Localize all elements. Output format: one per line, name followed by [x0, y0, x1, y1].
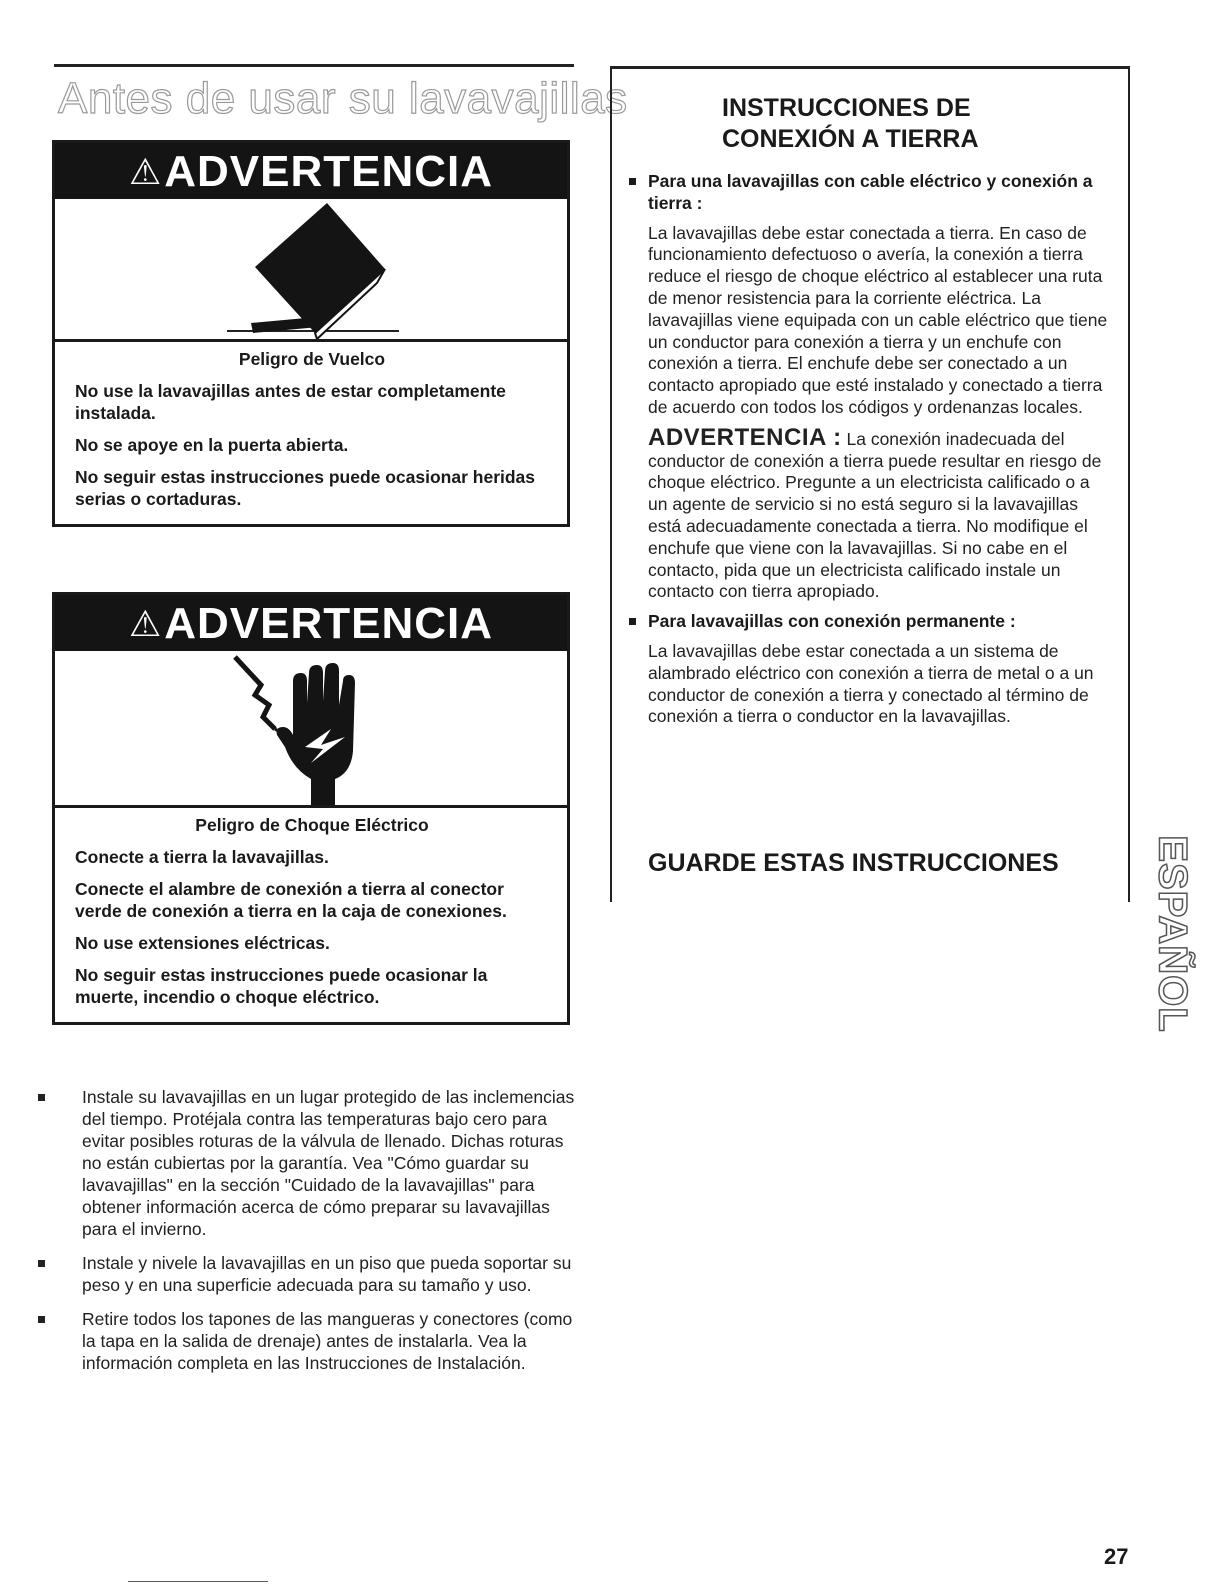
- section-paragraph: La lavavajillas debe estar conectada a un sistema de alambrado eléctrico con conexión a tierra de metal o a un conductor de conexión a tierra y conectado al término de conexión a tierra o conductor en la lavavajillas.: [648, 640, 1094, 727]
- warning-line: Conecte el alambre de conexión a tierra al conector verde de conexión a tierra en la caja de conexiones.: [75, 879, 507, 921]
- bottom-rule: [128, 1581, 268, 1582]
- section-paragraph: La lavavajillas debe estar conectada a tierra. En caso de funcionamiento defectuoso o avería, la conexión a tierra reduce el riesgo de choque eléctrico al establecer una ruta de menor resistencia para la corriente eléctrica. La lavavajillas viene equipada con un cable eléctrico que tiene un conductor para conexión a tierra y un enchufe con conexión a tierra. El enchufe debe ser conectado a un contacto apropiado que esté instalado y conectado a tierra de acuerdo con todos los códigos y ordenanzas locales.: [648, 222, 1108, 417]
- hazard-title: Peligro de Vuelco: [238, 349, 386, 369]
- list-item: Instale su lavavajillas en un lugar protegido de las inclemencias del tiempo. Protéjala contra las temperaturas bajo cero para evitar posibles roturas de la válvula de llenado. Dichas roturas no están cubiertas por la garantía. Vea "Cómo guardar su lavavajillas" en la sección "Cuidado de la lavavajillas" para obtener información acerca de cómo preparar su lavavajillas para el invierno.: [36, 1086, 576, 1240]
- warning-line: Conecte a tierra la lavavajillas.: [75, 847, 329, 867]
- top-rule: [54, 64, 574, 67]
- electric-shock-icon: [55, 651, 567, 808]
- warning-line: No use extensiones eléctricas.: [75, 933, 330, 953]
- warning-word: ADVERTENCIA :: [648, 423, 842, 451]
- side-tab-text: ESPAÑOL: [1150, 835, 1195, 1033]
- grounding-title-line2: CONEXIÓN A TIERRA: [722, 125, 979, 153]
- shock-warning-box: [52, 592, 570, 1025]
- warning-line: No use la lavavajillas antes de estar completamente instalada.: [75, 381, 506, 423]
- page-number: 27: [1104, 1544, 1129, 1569]
- warning-line: No se apoye en la puerta abierta.: [75, 435, 349, 455]
- section-lead: Para lavavajillas con conexión permanente :: [626, 611, 1110, 633]
- save-instructions-heading: GUARDE ESTAS INSTRUCCIONES: [648, 849, 1059, 877]
- grounding-title-line1: INSTRUCCIONES DE: [722, 94, 971, 122]
- language-side-tab: [1150, 812, 1194, 1056]
- warning-triangle-icon: ⚠: [128, 151, 163, 192]
- warning-body: La conexión inadecuada del conductor de conexión a tierra puede resultar en riesgo de choque eléctrico. Pregunte a un electricista calificado o a un agente de servicio si no está seguro si la lavavajillas está adecuadamente conectada a tierra. No modifique el enchufe que viene con la lavavajillas. Si no cabe en el contacto, pida que un electricista calificado instale un contacto con tierra apropiado.: [648, 428, 1102, 602]
- grounding-warning: [626, 423, 1110, 603]
- hazard-title: Peligro de Choque Eléctrico: [195, 815, 429, 835]
- grounding-title: [722, 93, 979, 155]
- warning-line: No seguir estas instrucciones puede ocasionar heridas serias o cortaduras.: [75, 467, 536, 509]
- tip-over-icon: [55, 199, 567, 342]
- grounding-body: [626, 171, 1110, 736]
- page-title: Antes de usar su lavavajillas: [58, 74, 628, 123]
- warning-header: [55, 143, 567, 199]
- warning-header-text: ADVERTENCIA: [164, 599, 494, 648]
- tip-over-warning-box: [52, 140, 570, 527]
- warning-header-text: ADVERTENCIA: [164, 147, 494, 196]
- warning-triangle-icon: ⚠: [128, 603, 163, 644]
- warning-line: No seguir estas instrucciones puede ocasionar la muerte, incendio o choque eléctrico.: [75, 965, 488, 1007]
- list-item: Instale y nivele la lavavajillas en un piso que pueda soportar su peso y en una superficie adecuada para su tamaño y uso.: [36, 1252, 576, 1296]
- list-item: Retire todos los tapones de las mangueras y conectores (como la tapa en la salida de drenaje) antes de instalarla. Vea la información completa en las Instrucciones de Instalación.: [36, 1308, 576, 1374]
- section-lead: Para una lavavajillas con cable eléctrico y conexión a tierra :: [626, 171, 1110, 215]
- warning-header: [55, 595, 567, 651]
- installation-bullets: [36, 1086, 576, 1386]
- grounding-instructions-panel: [610, 66, 1130, 902]
